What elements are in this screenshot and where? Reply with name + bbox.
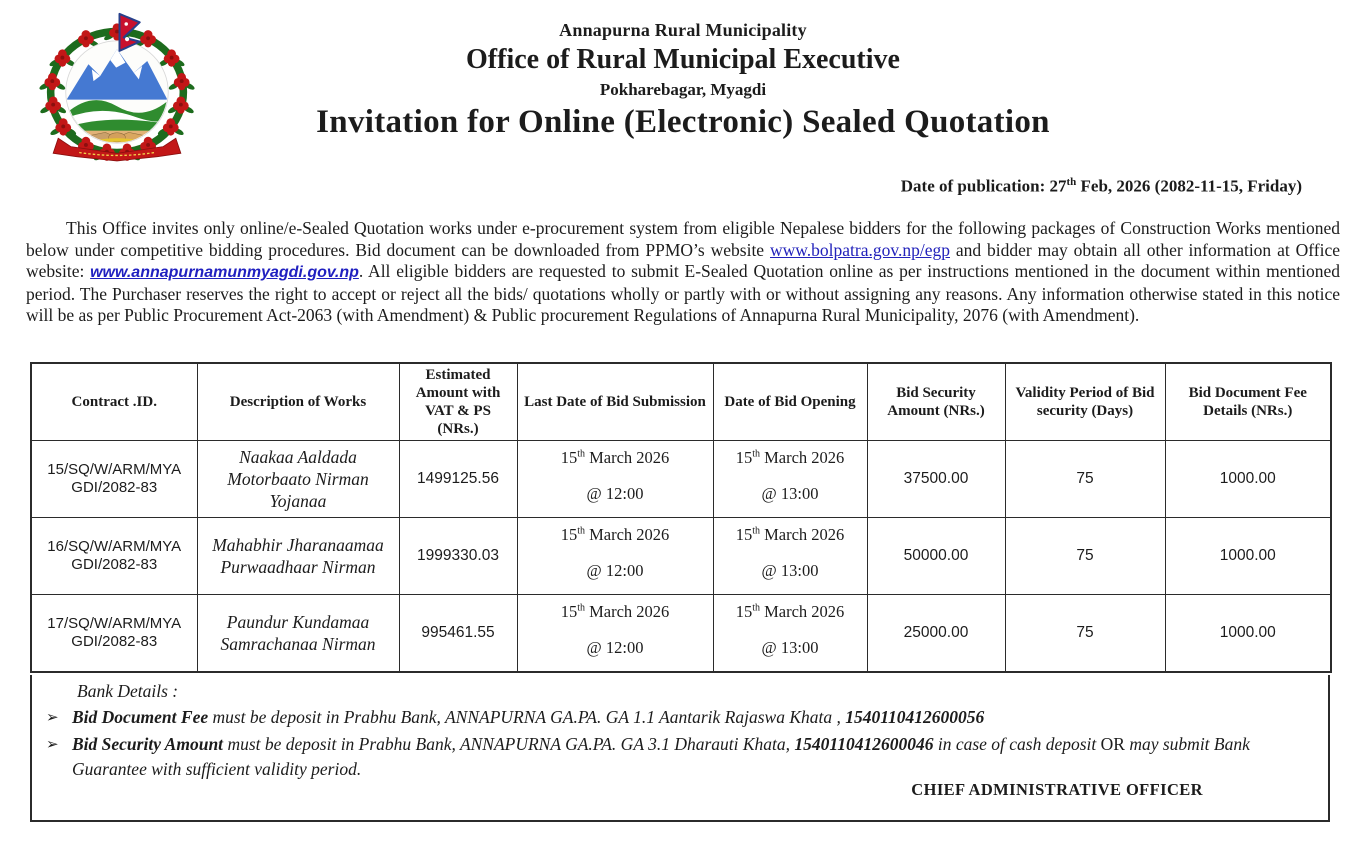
col-header-estimated: Estimated Amount with VAT & PS (NRs.)	[399, 363, 517, 441]
notice-title: Invitation for Online (Electronic) Sealed Quotation	[316, 104, 1050, 140]
intro-text-2: and bidder may obtain all other information at Office website:	[26, 239, 1340, 281]
publication-date-prefix: Date of publication: 27	[900, 176, 1067, 196]
col-header-doc-fee: Bid Document Fee Details (NRs.)	[1165, 363, 1331, 441]
col-header-validity: Validity Period of Bid security (Days)	[1005, 363, 1165, 441]
submission-day: 15	[560, 448, 578, 467]
bid-security-amount-label: Bid Security Amount	[72, 734, 224, 754]
intro-text-1: This Office invites only online/e-Sealed Quotation works under e-procurement system from eligible Nepalese bidders for the following packages of Construction Works mentioned below under competitive bidding procedures. Bid document can be downloaded from PPMO’s website	[26, 218, 1340, 260]
opening-day: 15	[735, 525, 753, 544]
opening-day: 15	[735, 448, 753, 467]
bank-item-bid-security	[32, 732, 1328, 782]
office-website-link[interactable]: www.annapurnamunmyagdi.gov.np	[90, 264, 359, 281]
bid-security-cell: 37500.00	[867, 441, 1005, 518]
bank-details-heading: Bank Details :	[77, 681, 179, 701]
bid-security-cell: 50000.00	[867, 518, 1005, 595]
bank-details-box	[30, 675, 1330, 822]
submission-time: @ 12:00	[586, 638, 644, 657]
col-header-submission: Last Date of Bid Submission	[517, 363, 713, 441]
col-header-bid-security: Bid Security Amount (NRs.)	[867, 363, 1005, 441]
submission-ordinal: th	[577, 602, 585, 614]
contract-id-cell: 16/SQ/W/ARM/MYAGDI/2082-83	[31, 518, 197, 595]
arrow-bullet-icon: ➢	[46, 710, 59, 726]
doc-fee-account-number: 1540110412600056	[845, 707, 985, 727]
col-header-description: Description of Works	[197, 363, 399, 441]
bank-item2-text2: in case of cash deposit	[933, 734, 1101, 754]
opening-rest: March 2026	[759, 525, 845, 544]
bid-security-cell: 25000.00	[867, 595, 1005, 672]
validity-cell: 75	[1005, 595, 1165, 672]
submission-date-cell	[517, 518, 713, 595]
or-conjunction: OR	[1100, 734, 1125, 754]
col-header-contract-id: Contract .ID.	[31, 363, 197, 441]
submission-ordinal: th	[577, 448, 585, 460]
bank-item2-text3: may submit Bank Guarantee with sufficient validity period.	[72, 734, 1250, 779]
submission-rest: March 2026	[584, 525, 670, 544]
submission-ordinal: th	[577, 525, 585, 537]
doc-fee-cell: 1000.00	[1165, 441, 1331, 518]
bank-item1-text: must be deposit in Prabhu Bank, ANNAPURNA GA.PA. GA 1.1 Aantarik Rajaswa Khata ,	[208, 707, 846, 727]
contract-id-cell: 15/SQ/W/ARM/MYAGDI/2082-83	[31, 441, 197, 518]
publication-date-suffix: Feb, 2026 (2082-11-15, Friday)	[1076, 176, 1302, 196]
description-cell: Naakaa Aaldada Motorbaato Nirman Yojanaa	[197, 441, 399, 518]
estimated-amount-cell: 1999330.03	[399, 518, 517, 595]
opening-ordinal: th	[752, 602, 760, 614]
security-account-number: 1540110412600046	[794, 734, 934, 754]
estimated-amount-cell: 1499125.56	[399, 441, 517, 518]
intro-text-3: . All eligible bidders are requested to submit E-Sealed Quotation online as per instructions mentioned in the document within mentioned period. The Purchaser reserves the right to accept or reject all the bids/ quotations wholly or partly with or without assigning any reasons. Any information otherwise stated in this notice will be as per Public Procurement Act-2063 (with Amendment) & Public procurement Regulations of Annapurna Rural Municipality, 2076 (with Amendment).	[26, 261, 1340, 325]
submission-date-cell	[517, 595, 713, 672]
description-cell: Paundur Kundamaa Samrachanaa Nirman	[197, 595, 399, 672]
doc-fee-cell: 1000.00	[1165, 518, 1331, 595]
opening-time: @ 13:00	[761, 561, 819, 580]
arrow-bullet-icon: ➢	[46, 737, 59, 753]
opening-ordinal: th	[752, 525, 760, 537]
validity-cell: 75	[1005, 441, 1165, 518]
submission-rest: March 2026	[584, 602, 670, 621]
submission-day: 15	[560, 525, 578, 544]
table-row	[31, 441, 1331, 518]
quotation-table	[30, 362, 1332, 673]
submission-time: @ 12:00	[586, 484, 644, 503]
municipality-name: Annapurna Rural Municipality	[559, 20, 807, 40]
signature-title: CHIEF ADMINISTRATIVE OFFICER	[911, 780, 1203, 799]
intro-paragraph	[26, 218, 1340, 327]
opening-ordinal: th	[752, 448, 760, 460]
table-row	[31, 518, 1331, 595]
table-row	[31, 595, 1331, 672]
validity-cell: 75	[1005, 518, 1165, 595]
bank-item-doc-fee	[32, 705, 1328, 731]
estimated-amount-cell: 995461.55	[399, 595, 517, 672]
opening-rest: March 2026	[759, 448, 845, 467]
submission-date-cell	[517, 441, 713, 518]
opening-time: @ 13:00	[761, 484, 819, 503]
publication-date-ordinal: th	[1066, 176, 1077, 188]
submission-time: @ 12:00	[586, 561, 644, 580]
col-header-opening: Date of Bid Opening	[713, 363, 867, 441]
submission-day: 15	[560, 602, 578, 621]
description-cell: Mahabhir Jharanaamaa Purwaadhaar Nirman	[197, 518, 399, 595]
table-header-row	[31, 363, 1331, 441]
office-address: Pokharebagar, Myagdi	[599, 80, 767, 99]
contract-id-cell: 17/SQ/W/ARM/MYAGDI/2082-83	[31, 595, 197, 672]
opening-day: 15	[735, 602, 753, 621]
doc-fee-cell: 1000.00	[1165, 595, 1331, 672]
opening-date-cell	[713, 518, 867, 595]
publication-date	[0, 176, 1302, 197]
opening-rest: March 2026	[759, 602, 845, 621]
office-name: Office of Rural Municipal Executive	[466, 44, 900, 75]
ppmo-website-link[interactable]: www.bolpatra.gov.np/egp	[769, 239, 950, 260]
opening-time: @ 13:00	[761, 638, 819, 657]
letterhead	[0, 20, 1366, 141]
bank-item2-text1: must be deposit in Prabhu Bank, ANNAPURNA GA.PA. GA 3.1 Dharauti Khata,	[223, 734, 795, 754]
opening-date-cell	[713, 595, 867, 672]
opening-date-cell	[713, 441, 867, 518]
bid-document-fee-label: Bid Document Fee	[72, 707, 209, 727]
submission-rest: March 2026	[584, 448, 670, 467]
